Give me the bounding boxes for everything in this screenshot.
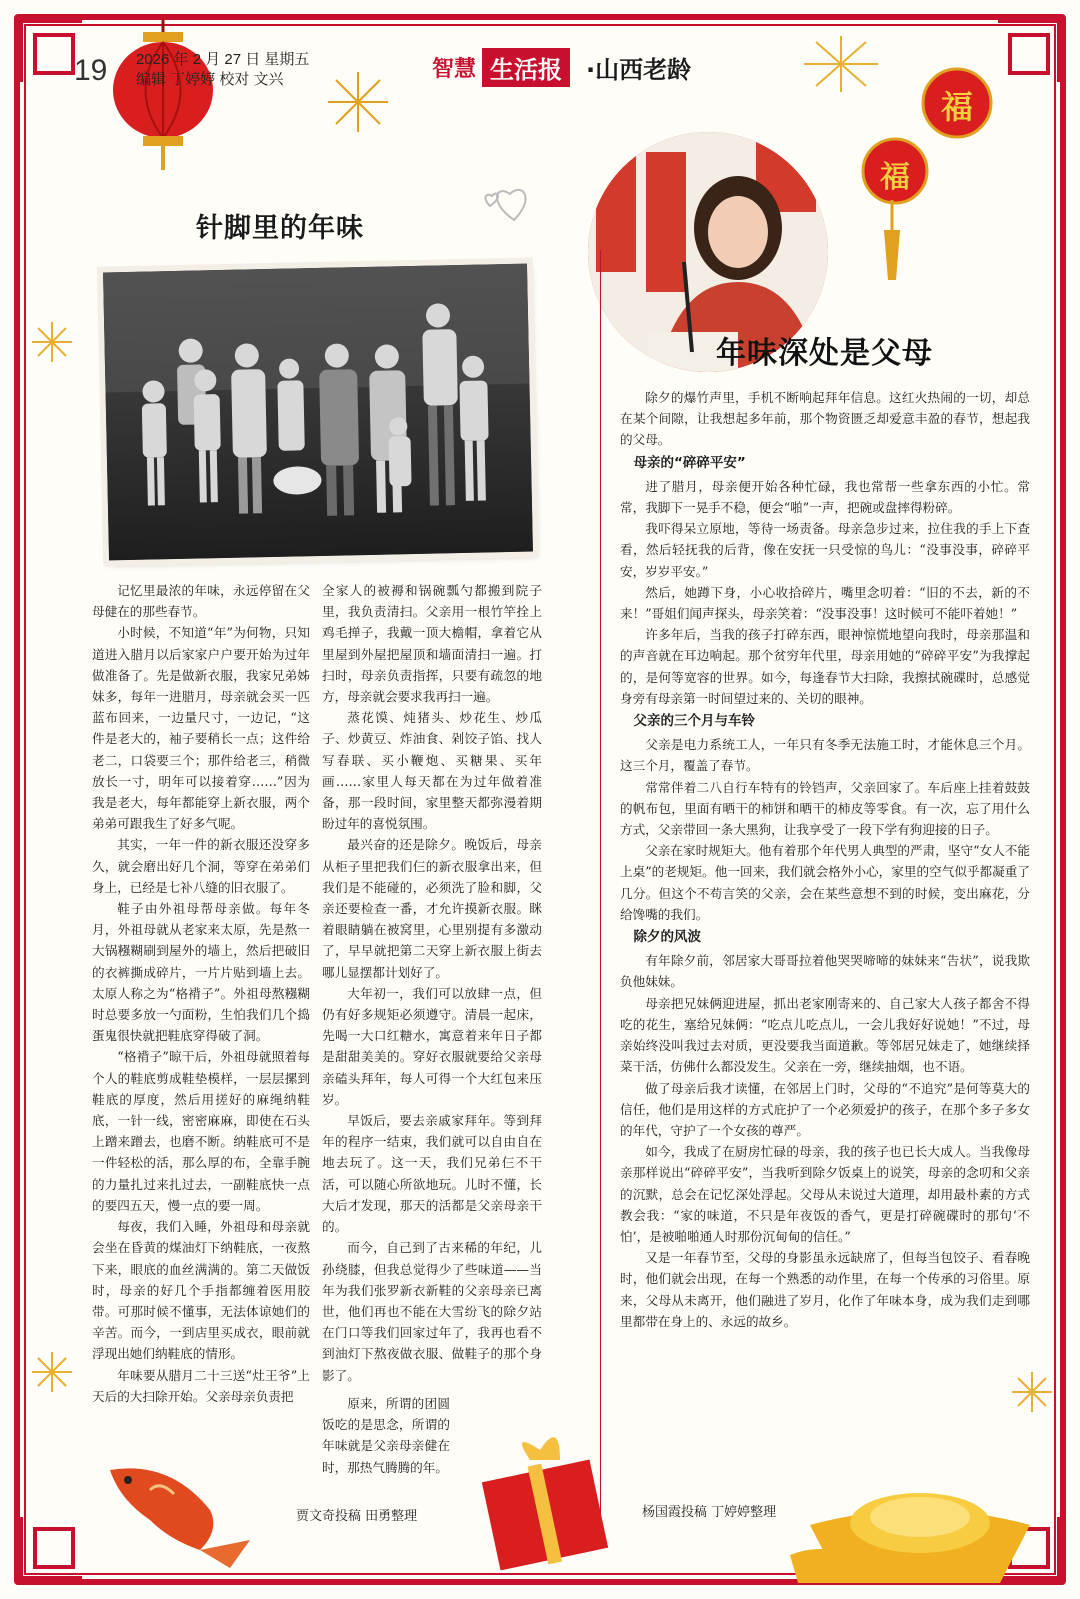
right-article-title: 年味深处是父母 <box>716 336 933 371</box>
article-paragraph: 父亲在家时规矩大。他有着那个年代男人典型的严肃，坚守“女人不能上桌”的老规矩。他一回来，我们就会格外小心，家里的空气似乎都凝重了几分。但这个不苟言笑的父亲，会在某些意想不到的时候，变出麻花，分给馋嘴的我们。 <box>620 843 1030 922</box>
article-paragraph: 然后，她蹲下身，小心收拾碎片，嘴里念叨着：“旧的不去，新的不来！”哥姐们闻声探头，母亲笑着：“没事没事！这时候可不能吓着她！” <box>620 584 1030 622</box>
article-paragraph: 记忆里最浓的年味，永远停留在父母健在的那些春节。 <box>92 583 310 620</box>
article-paragraph: 常常伴着二八自行车特有的铃铛声，父亲回家了。车后座上挂着鼓鼓的帆布包，里面有晒干的柿饼和晒干的柿皮等零食。有一次，忘了用什么方式，父亲带回一条大黑狗，让我享受了一段下学有狗迎接的日子。 <box>620 779 1030 838</box>
column-divider <box>600 250 601 1540</box>
left-article-closing <box>322 1393 450 1478</box>
family-photo <box>103 264 533 561</box>
section-heading: 除夕的风波 <box>633 929 701 946</box>
gift-box-icon <box>460 1410 630 1570</box>
corner-ornament <box>18 1517 82 1581</box>
left-article-credit: 贾文奇投稿 田勇整理 <box>296 1509 418 1524</box>
article-paragraph: 小时候，不知道“年”为何物，只知道进入腊月以后家家户户要开始为过年做准备了。先是做新衣服，我家兄弟姊妹多，每年一进腊月，母亲就会买一匹蓝布回来，一边量尺寸，一边记，“这件是老大的，袖子要稍长一点；这件给老二，口袋要三个；那件给老三，稍微放长一寸，明年可以接着穿……”因为我是老大，每年都能穿上新衣服，两个弟弟可跟我生了好多气呢。 <box>92 625 310 832</box>
article-paragraph: 母亲把兄妹俩迎进屋，抓出老家刚寄来的、自己家大人孩子都舍不得吃的花生，塞给兄妹俩：“吃点儿吃点儿，一会儿我好好说她！”不过，母亲始终没叫我过去对质，更没要我当面道歉。等邻居兄妹走了，她继续择菜干活，仿佛什么都没发生。父亲在一旁，继续抽烟，也不语。 <box>620 995 1030 1075</box>
article-paragraph: 有年除夕前，邻居家大哥哥拉着他哭哭啼啼的妹妹来“告状”，说我欺负他妹妹。 <box>620 953 1030 990</box>
left-article-column-1 <box>92 580 310 1407</box>
article-paragraph: 又是一年春节至，父母的身影虽永远缺席了，但每当包饺子、看春晚时，他们就会出现，在每一个熟悉的动作里，在每一个传承的习俗里。原来，父母从未离开，他们融进了岁月，化作了年味本身，成为我们走到哪里都带在身上的、永远的故乡。 <box>620 1250 1030 1329</box>
article-paragraph: 父亲是电力系统工人，一年只有冬季无法施工时，才能休息三个月。这三个月，覆盖了春节。 <box>620 737 1030 774</box>
article-paragraph: 鞋子由外祖母帮母亲做。每年冬月，外祖母就从老家来太原，先是熬一大锅糨糊刷到屋外的墙上，然后把破旧的衣裤撕成碎片，一片片贴到墙上去。太原人称之为“格褙子”。外祖母熬糨糊时总要多放一勺面粉，生怕我们几个捣蛋鬼很快就把鞋底穿得破了洞。 <box>92 901 310 1044</box>
masthead-prefix: 智慧 <box>432 57 477 82</box>
heart-doodle-icon <box>478 176 542 226</box>
fu-character: 福 <box>940 88 973 126</box>
article-paragraph: 许多年后，当我的孩子打碎东西，眼神惊慌地望向我时，母亲那温和的声音就在耳边响起。那个贫穷年代里，母亲用她的“碎碎平安”为我撑起的，是何等宽容的世界。如今，每逢春节大扫除，我擦拭碗碟时，总感觉身旁有母亲第一时间望过来的、关切的眼神。 <box>620 627 1030 706</box>
fireworks-icon <box>30 1350 74 1394</box>
article-paragraph: 早饭后，要去亲戚家拜年。等到拜年的程序一结束，我们就可以自由自在地去玩了。这一天，我们兄弟仨不干活，可以随心所欲地玩。儿时不懂，长大后才发现，那天的活都是父亲母亲干的。 <box>322 1113 542 1235</box>
fireworks-icon <box>1010 1370 1054 1414</box>
gold-ingot-icon <box>790 1465 1050 1585</box>
issue-date: 2026 年 2 月 27 日 星期五 <box>136 51 310 68</box>
corner-ornament <box>998 18 1062 82</box>
editor-credit: 编辑 丁婷婷 校对 文兴 <box>136 71 284 88</box>
section-heading: 父亲的三个月与车铃 <box>633 713 755 730</box>
section-heading: 母亲的“碎碎平安” <box>633 454 746 471</box>
article-paragraph: 而今，自己到了古来稀的年纪，儿孙绕膝，但我总觉得少了些味道——当年为我们张罗新衣新鞋的父亲母亲已离世，他们再也不能在大雪纷飞的除夕站在门口等我们回家过年了，我再也看不到油灯下熬夜做衣服、做鞋子的那个身影了。 <box>322 1240 542 1383</box>
article-paragraph: 最兴奋的还是除夕。晚饭后，母亲从柜子里把我们仨的新衣服拿出来，但我们是不能碰的，必须洗了脸和脚，父亲还要检查一番，才允许摸新衣服。眯着眼睛躺在被窝里，心里别提有多激动了，早早就把第二天穿上新衣服上街去哪儿显摆都计划好了。 <box>322 837 542 980</box>
fu-character: 福 <box>880 160 910 195</box>
fu-ornament-icon <box>920 66 994 140</box>
corner-ornament <box>18 18 82 82</box>
article-paragraph: 进了腊月，母亲便开始各种忙碌，我也常帮一些拿东西的小忙。常常，我脚下一晃手不稳，便会“啪”一声，把碗或盘摔得粉碎。 <box>620 478 1030 516</box>
article-paragraph: 我吓得呆立原地，等待一场责备。母亲急步过来，拉住我的手上下查看，然后轻抚我的后背，像在安抚一只受惊的鸟儿：“没事没事，碎碎平安，岁岁平安。” <box>620 521 1030 579</box>
left-article-column-2 <box>322 580 542 1386</box>
masthead <box>432 48 691 87</box>
fireworks-icon <box>322 70 394 134</box>
article-paragraph: 如今，我成了在厨房忙碌的母亲，我的孩子也已长大成人。当我像母亲那样说出“碎碎平安”，当我听到除夕饭桌上的说笑，母亲的念叨和父亲的沉默，总会在记忆深处浮起。父母从未说过大道理，却用最朴素的方式教会我：“家的味道，不只是年夜饭的香气，更是打碎碗碟时的那句‘不怕’，是被啪啪通人时那份沉甸甸的信任。” <box>620 1144 1030 1244</box>
left-article-title: 针脚里的年味 <box>196 213 364 244</box>
masthead-logo: 生活报 <box>482 48 570 87</box>
article-paragraph: 大年初一，我们可以放肆一点，但仍有好多规矩必须遵守。清晨一起床，先喝一大口红糖水，寓意着来年日子都是甜甜美美的。穿好衣服就要给父亲母亲磕头拜年，每人可得一个大红包来压岁。 <box>322 985 542 1107</box>
article-paragraph: 全家人的被褥和锅碗瓢勺都搬到院子里，我负责清扫。父亲用一根竹竿拴上鸡毛掸子，我戴一顶大檐帽，拿着它从里屋到外屋把屋顶和墙面清扫一遍。打扫时，母亲负责指挥，只要有疏忽的地方，母亲就会要求我再扫一遍。 <box>322 583 542 705</box>
section-name: ·山西老龄 <box>586 56 692 84</box>
right-article-body <box>620 387 1030 1332</box>
article-paragraph: “格褙子”晾干后，外祖母就照着每个人的鞋底剪成鞋垫模样，一层层摞到鞋底的厚度，然后用搓好的麻绳纳鞋底，一针一线，密密麻麻，即使在石头上蹭来蹭去，也磨不断。纳鞋底可不是一件轻松的活，那么厚的布，全靠手腕的力量扎过来扎过去，一副鞋底快一点的要四五天，慢一点的要一周。 <box>92 1049 310 1213</box>
right-article-credit: 杨国霞投稿 丁婷婷整理 <box>642 1505 777 1520</box>
article-paragraph: 除夕的爆竹声里，手机不断响起拜年信息。这红火热闹的一切，却总在某个间隙，让我想起多年前，那个物资匮乏却爱意丰盈的春节，想起我的父母。 <box>620 390 1030 448</box>
tassel-icon <box>880 200 904 280</box>
article-paragraph: 做了母亲后我才读懂，在邻居上门时，父母的“不追究”是何等莫大的信任，他们是用这样的方式庇护了一个必须爱护的孩子，在那个多子多女的年代，守护了一个女孩的尊严。 <box>620 1080 1030 1138</box>
fireworks-icon <box>796 34 886 94</box>
article-paragraph: 每夜，我们入睡，外祖母和母亲就会坐在昏黄的煤油灯下纳鞋底，一夜熬下来，眼底的血丝满满的。第二天做饭时，母亲的好几个手指都缠着医用胶带。可那时候不懂事，无法体谅她们的辛苦。而今，一到店里买成衣，眼前就浮现出她们纳鞋底的情形。 <box>92 1219 310 1362</box>
article-paragraph: 原来，所谓的团圆饭吃的是思念，所谓的年味就是父亲母亲健在时，那热气腾腾的年。 <box>322 1396 450 1475</box>
article-paragraph: 其实，一年一件的新衣服还没穿多久，就会磨出好几个洞，等穿在弟弟们身上，已经是七补八缝的旧衣服了。 <box>92 837 310 895</box>
fireworks-icon <box>30 320 74 364</box>
red-lantern-icon <box>108 20 218 170</box>
page-number: 19 <box>74 54 108 87</box>
koi-fish-icon <box>90 1450 260 1570</box>
article-paragraph: 蒸花馍、炖猪头、炒花生、炒瓜子、炒黄豆、炸油食、剁饺子馅、找人写春联、买小鞭炮、买糖果、买年画……家里人每天都在为过年做着准备，那一段时间，家里整天都弥漫着期盼过年的喜悦氛围。 <box>322 710 542 832</box>
article-paragraph: 年味要从腊月二十三送“灶王爷”上天后的大扫除开始。父亲母亲负责把 <box>92 1367 310 1404</box>
fu-ornament-icon <box>860 136 930 206</box>
